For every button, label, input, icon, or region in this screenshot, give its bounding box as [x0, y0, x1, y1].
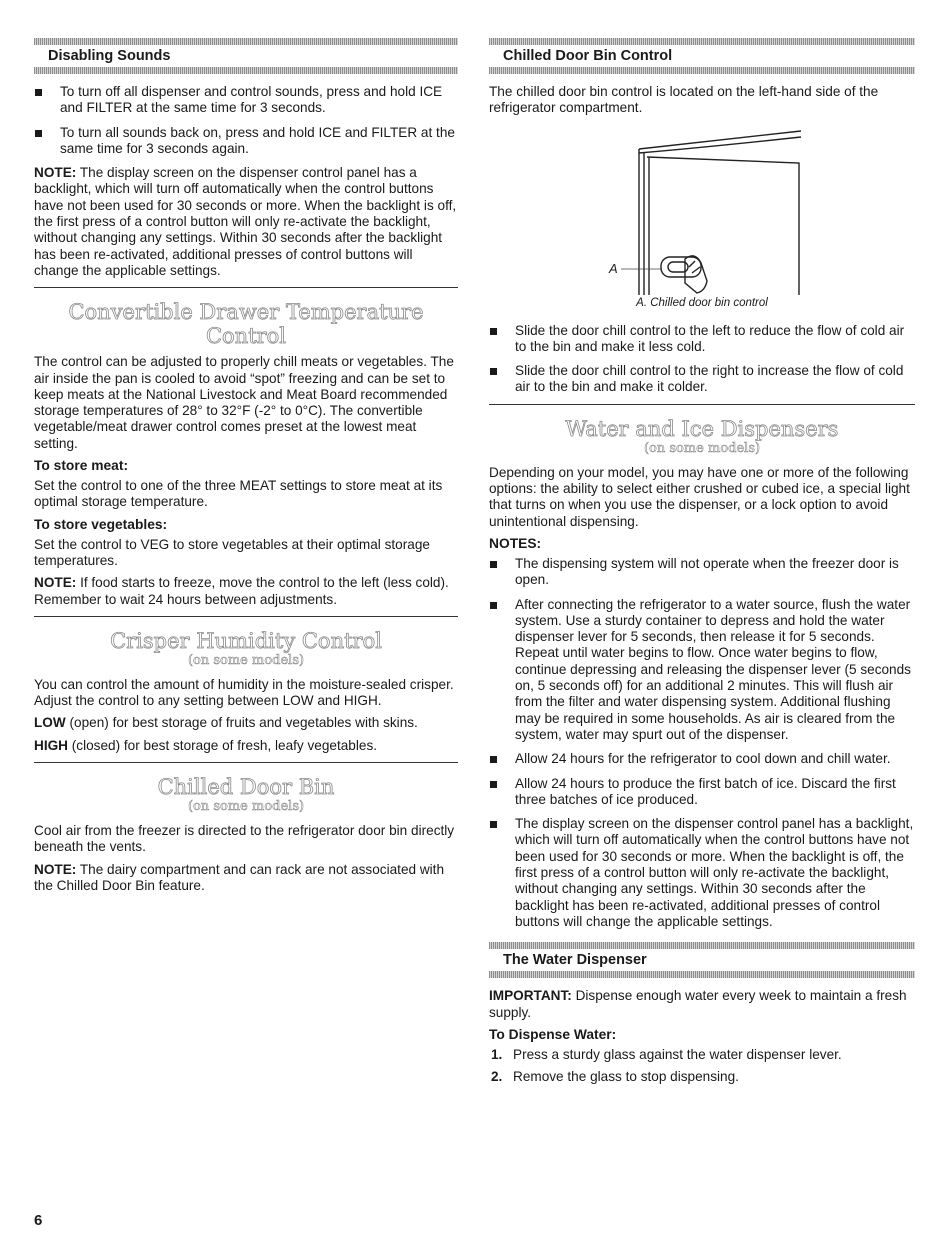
water-ice-subtitle: (on some models) [643, 440, 761, 456]
note-text: The dairy compartment and can rack are not associated with the Chilled Door Bin feature. [34, 861, 445, 893]
page-number: 6 [34, 1212, 43, 1229]
important-text: Dispense enough water every week to maintain a fresh supply. [489, 988, 907, 1020]
list-item: Allow 24 hours for the refrigerator to cool down and chill water. [489, 751, 915, 767]
store-meat-text: Set the control to one of the three MEAT settings to store meat at its optimal storage temperature. [34, 478, 443, 510]
chilled-door-bin-control-heading: Chilled Door Bin Control [489, 38, 915, 74]
list-item: To turn all sounds back on, press and hold ICE and FILTER at the same time for 3 seconds again. [34, 125, 458, 158]
water-ice-intro: Depending on your model, you may have one or more of the following options: the ability to select either crushed or cubed ice, a special light that turns on when you use the dispenser, or a lock option to avoid unintentional dispensing. [489, 464, 910, 529]
left-column [34, 38, 458, 900]
water-ice-dispensers-title: Water and Ice Dispensers [565, 416, 839, 441]
divider [34, 762, 458, 763]
chilled-door-bin-title: Chilled Door Bin [157, 775, 335, 800]
figure-label-a: A [609, 260, 618, 276]
chilled-bin-note [34, 862, 458, 895]
water-ice-notes-list [489, 556, 915, 930]
convertible-drawer-title: Convertible Drawer Temperature Control [68, 300, 424, 349]
manual-page [34, 38, 914, 1218]
notes-heading: NOTES: [489, 535, 542, 551]
chilled-control-intro: The chilled door bin control is located on the left-hand side of the refrigerator compartment. [489, 84, 879, 116]
figure-caption: A. Chilled door bin control [636, 296, 768, 309]
high-text: (closed) for best storage of fresh, leafy vegetables. [67, 737, 378, 753]
disabling-sounds-list [34, 84, 458, 157]
step-number: 2. [491, 1069, 503, 1085]
divider [34, 287, 458, 288]
important-label: IMPORTANT: [489, 988, 572, 1004]
step-number: 1. [491, 1046, 503, 1062]
low-label: LOW [34, 715, 66, 731]
chilled-bin-subtitle: (on some models) [187, 799, 305, 815]
list-item [489, 1069, 915, 1085]
dispense-steps [489, 1047, 915, 1086]
list-item: Slide the door chill control to the right to increase the flow of cold air to the bin and make it colder. [489, 363, 915, 396]
crisper-high [34, 738, 458, 754]
crisper-humidity-title: Crisper Humidity Control [110, 628, 382, 653]
crisper-low [34, 715, 458, 731]
convertible-note [34, 575, 458, 608]
list-item: The dispensing system will not operate when the freezer door is open. [489, 556, 915, 589]
note-label: NOTE: [34, 861, 77, 877]
divider [489, 404, 915, 405]
right-column [489, 38, 915, 1091]
list-item: Slide the door chill control to the left to reduce the flow of cold air to the bin and make it less cold. [489, 323, 915, 356]
chilled-door-bin-figure [489, 127, 915, 297]
note-text: The display screen on the dispenser control panel has a backlight, which will turn off automatically when the control buttons have not been used for 30 seconds or more. When the backlight is off, the first press of a control button will only re-activate the backlight, without changing any settings. Within 30 seconds after the backlight has been re-activated, additional presses of control buttons will change the applicable settings. [34, 165, 457, 278]
chilled-bin-intro: Cool air from the freezer is directed to the refrigerator door bin directly beneath the vents. [34, 823, 455, 855]
important-note [489, 988, 915, 1021]
list-item: The display screen on the dispenser control panel has a backlight, which will turn off automatically when the control buttons have not been used for 30 seconds or more. When the backlight is off, the first press of a control button will only re-activate the backlight, without changing any settings. Within 30 seconds after the backlight has been re-activated, additional presses of control buttons will change the applicable settings. [489, 816, 915, 930]
list-item [489, 1047, 915, 1063]
list-item: After connecting the refrigerator to a water source, flush the water system. Use a sturdy container to depress and hold the water dispenser lever for 5 seconds, then release it for 5 seconds. Repeat until water begins to flow. Once water begins to flow, continue depressing and releasing the dispenser lever (5 seconds on, 5 seconds off) for an additional 2 minutes. This will flush air from the filter and water dispensing system. Additional flushing may be required in some households. As air is cleared from the system, water may spurt out of the dispenser. [489, 597, 915, 744]
crisper-intro: You can control the amount of humidity in the moisture-sealed crisper. Adjust the control to any setting between LOW and HIGH. [34, 676, 454, 709]
list-item: Allow 24 hours to produce the first batch of ice. Discard the first three batches of ice produced. [489, 776, 915, 809]
disabling-sounds-note [34, 165, 458, 279]
crisper-subtitle: (on some models) [187, 652, 305, 668]
dispense-water-heading: To Dispense Water: [489, 1026, 617, 1042]
high-label: HIGH [34, 737, 68, 753]
note-label: NOTE: [34, 575, 77, 591]
divider [34, 616, 458, 617]
list-item: To turn off all dispenser and control sounds, press and hold ICE and FILTER at the same time for 3 seconds. [34, 84, 458, 117]
step-text: Press a sturdy glass against the water dispenser lever. [513, 1046, 842, 1062]
low-text: (open) for best storage of fruits and vegetables with skins. [65, 715, 418, 731]
disabling-sounds-heading: Disabling Sounds [34, 38, 458, 74]
door-bin-illustration [489, 127, 915, 297]
convertible-intro: The control can be adjusted to properly chill meats or vegetables. The air inside the pan is cooled to avoid “spot” freezing and can be set to keep meats at the National Livestock and Meat Board recommended storage temperatures of 28° to 32°F (-2° to 0°C). The convertible vegetable/meat drawer control comes preset at the lowest meat setting. [34, 354, 454, 451]
note-label: NOTE: [34, 165, 77, 181]
note-text: If food starts to freeze, move the control to the left (less cold). Remember to wait 24 hours between adjustments. [34, 575, 449, 607]
water-dispenser-heading: The Water Dispenser [489, 942, 915, 978]
step-text: Remove the glass to stop dispensing. [513, 1069, 739, 1085]
store-vegetables-heading: To store vegetables: [34, 516, 168, 532]
store-vegetables-text: Set the control to VEG to store vegetables at their optimal storage temperatures. [34, 536, 430, 568]
chilled-control-list [489, 323, 915, 396]
store-meat-heading: To store meat: [34, 458, 129, 474]
